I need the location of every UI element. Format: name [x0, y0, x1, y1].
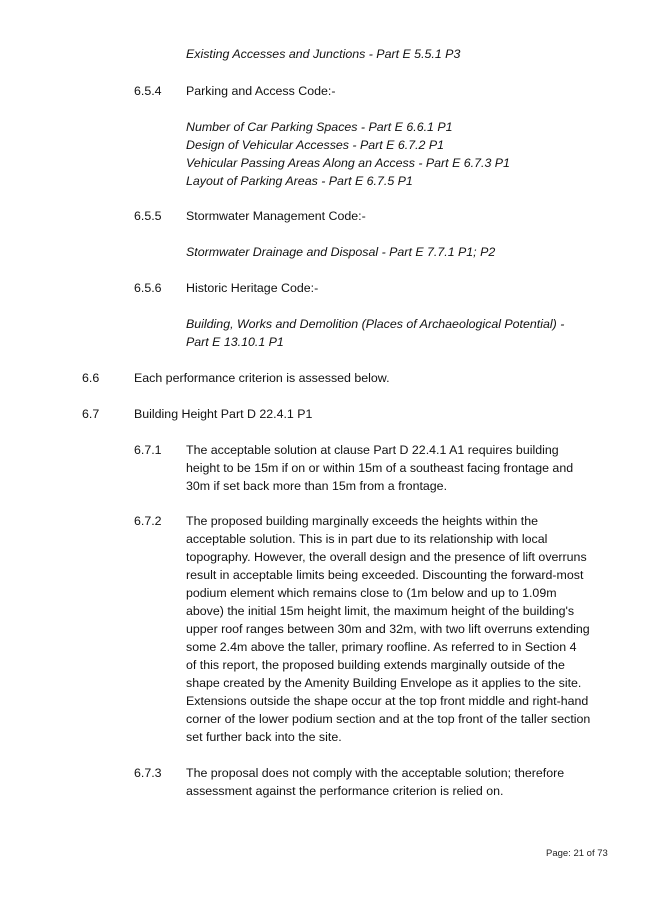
- paragraph-line: upper roof ranges between 30m and 32m, with two lift overruns extending: [186, 622, 590, 636]
- paragraph-line: The proposed building marginally exceeds the heights within the: [186, 514, 538, 528]
- paragraph-line: Extensions outside the shape occur at the top front middle and right-hand: [186, 694, 589, 708]
- paragraph-line: corner of the lower podium section and at the top front of the taller section: [186, 712, 591, 726]
- paragraph-line: above) the initial 15m height limit, the maximum height of the building's: [186, 604, 575, 618]
- paragraph-number-6-7-1: 6.7.1: [134, 443, 162, 457]
- list-item: Building, Works and Demolition (Places of Archaeological Potential) -: [186, 317, 565, 331]
- paragraph-line: set further back into the site.: [186, 730, 342, 744]
- list-item: Part E 13.10.1 P1: [186, 335, 284, 349]
- section-number-6-7: 6.7: [82, 407, 100, 421]
- carryover-line: Existing Accesses and Junctions - Part E 5.5.1 P3: [186, 47, 461, 61]
- section-number-6-5-4: 6.5.4: [134, 84, 162, 98]
- paragraph-line: some 2.4m above the taller, primary roofline. As referred to in Section 4: [186, 640, 577, 654]
- paragraph-line: The acceptable solution at clause Part D 22.4.1 A1 requires building: [186, 443, 559, 457]
- section-heading-6-5-4: Parking and Access Code:-: [186, 84, 336, 98]
- section-number-6-5-5: 6.5.5: [134, 209, 162, 223]
- paragraph-line: acceptable solution. This is in part due to its relationship with local: [186, 532, 548, 546]
- section-number-6-6: 6.6: [82, 371, 100, 385]
- list-item: Vehicular Passing Areas Along an Access - Part E 6.7.3 P1: [186, 156, 510, 170]
- paragraph-line: of this report, the proposed building extends marginally outside of the: [186, 658, 565, 672]
- list-item: Layout of Parking Areas - Part E 6.7.5 P1: [186, 174, 413, 188]
- paragraph-line: height to be 15m if on or within 15m of a southeast facing frontage and: [186, 461, 574, 475]
- paragraph-line: topography. However, the overall design and the presence of lift overruns: [186, 550, 587, 564]
- section-heading-6-5-5: Stormwater Management Code:-: [186, 209, 366, 223]
- paragraph-number-6-7-2: 6.7.2: [134, 514, 162, 528]
- paragraph-line: result in acceptable limits being exceeded. Discounting the forward-most: [186, 568, 584, 582]
- paragraph-line: assessment against the performance criterion is relied on.: [186, 784, 504, 798]
- section-heading-6-7: Building Height Part D 22.4.1 P1: [134, 407, 313, 421]
- section-number-6-5-6: 6.5.6: [134, 281, 162, 295]
- section-text-6-6: Each performance criterion is assessed below.: [134, 371, 390, 385]
- list-item: Stormwater Drainage and Disposal - Part E 7.7.1 P1; P2: [186, 245, 496, 259]
- paragraph-line: podium element which remains close to (1m below and up to 1.09m: [186, 586, 557, 600]
- paragraph-line: shape created by the Amenity Building Envelope as it applies to the site.: [186, 676, 582, 690]
- paragraph-line: 30m if set back more than 15m from a frontage.: [186, 479, 448, 493]
- section-heading-6-5-6: Historic Heritage Code:-: [186, 281, 319, 295]
- list-item: Number of Car Parking Spaces - Part E 6.6.1 P1: [186, 120, 453, 134]
- paragraph-line: The proposal does not comply with the acceptable solution; therefore: [186, 766, 565, 780]
- paragraph-number-6-7-3: 6.7.3: [134, 766, 162, 780]
- page-number: Page: 21 of 73: [546, 848, 608, 859]
- list-item: Design of Vehicular Accesses - Part E 6.7.2 P1: [186, 138, 445, 152]
